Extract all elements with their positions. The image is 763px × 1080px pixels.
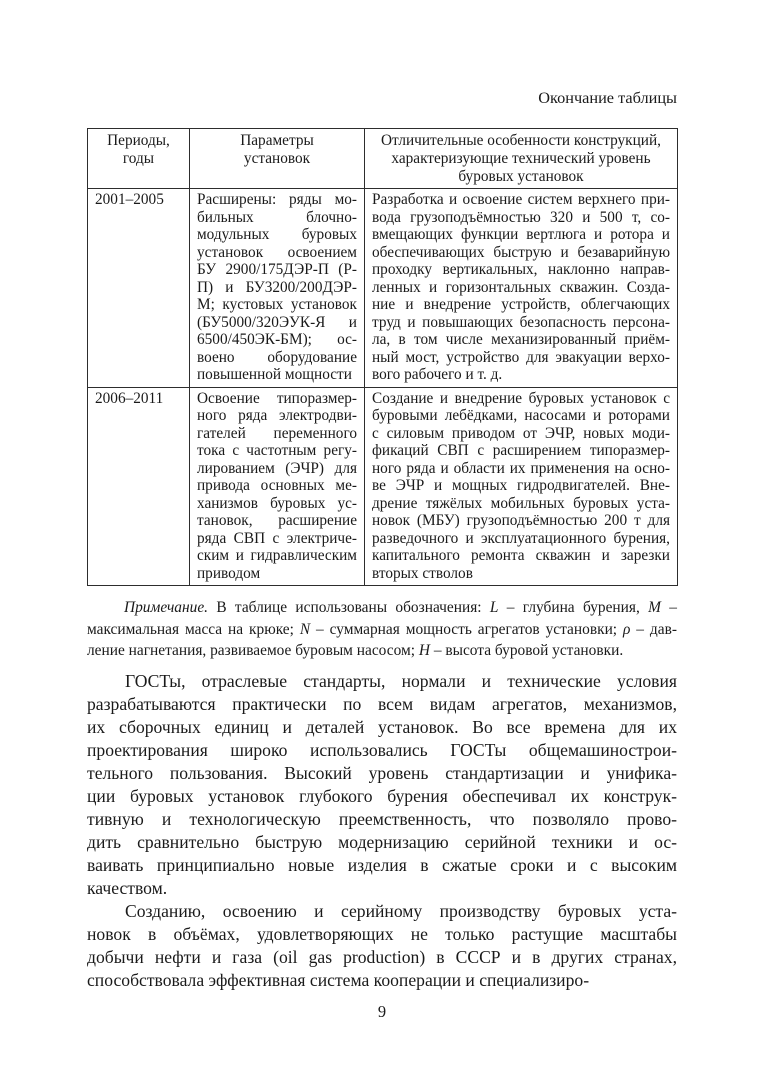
text-line: Создание и внедрение буровых установок с <box>372 389 670 407</box>
text-line: тивную и технологическую преемственность, что позволяло прово- <box>87 808 677 829</box>
text-line: БУ 2900/175ДЭР-П (Р- <box>197 261 357 279</box>
text-line: характеризующие технический уровень <box>391 149 651 167</box>
text-line: ГОСТы, отраслевые стандарты, нормали и технические условия <box>125 670 677 691</box>
text-line: вмещающих функции вертлюга и ротора и <box>372 226 670 244</box>
table-row <box>88 189 678 388</box>
drilling-rigs-table <box>87 128 678 586</box>
text-line: привода основных ме- <box>197 477 357 495</box>
text-line: гателей переменного <box>197 424 357 442</box>
text-line: воено оборудование <box>197 348 357 366</box>
text-line: максимальная масса на крюке; N – суммарная мощность агрегатов установки; ρ – дав- <box>87 620 677 638</box>
text-line: ции буровых установок глубокого бурения обеспечивал их конструк- <box>87 785 677 806</box>
text-line: ный мост, устройство для эвакуации верхо- <box>372 348 670 366</box>
text-line: тока с частотным регу- <box>197 442 357 460</box>
text-line: ла, в том числе механизированный приём- <box>372 331 670 349</box>
text-line: ваивать принципиально новые изделия в сжатые сроки и с высоким <box>87 854 677 875</box>
text-line: проектирования широко использовались ГОСТы общемашинострои- <box>87 739 677 760</box>
table-row <box>88 387 678 586</box>
table-continuation-caption: Окончание таблицы <box>538 88 677 107</box>
text-line: вода грузоподъёмностью 320 и 500 т, со- <box>372 208 670 226</box>
text-line: Расширены: ряды мо- <box>197 191 357 209</box>
text-line: ление нагнетания, развиваемое буровым насосом; H – высота буровой установки. <box>87 642 624 660</box>
text-line: ного ряда электродви- <box>197 407 357 425</box>
cell-period-2006-2011: 2006–2011 <box>88 387 190 586</box>
text-line: М; кустовых установок <box>197 296 357 314</box>
text-line: Освоение типоразмер- <box>197 389 357 407</box>
text-line: модульных буровых <box>197 226 357 244</box>
text-line: труд и повышающих безопасность персона- <box>372 313 670 331</box>
text-line: Отличительные особенности конструкций, <box>381 132 661 149</box>
text-line: разведочного и эксплуатационного бурения, <box>372 529 670 547</box>
text-line: лированием (ЭЧР) для <box>197 459 357 477</box>
text-line: ве ЭЧР и мощных гидродвигателей. Вне- <box>372 477 670 495</box>
text-line: дрение тяжёлых мобильных буровых уста- <box>372 494 670 512</box>
page-content <box>87 0 677 1022</box>
text-line: установок освоением <box>197 243 357 261</box>
text-line: тельного пользования. Высокий уровень стандартизации и унифика- <box>87 762 677 783</box>
text-line: тановок, расширение <box>197 512 357 530</box>
text-line: разрабатываются практически по всем видам агрегатов, механизмов, <box>87 693 677 714</box>
body-paragraph <box>87 900 677 992</box>
text-line: фикаций СВП с расширением типоразмер- <box>372 442 670 460</box>
text-line: их сборочных единиц и деталей установок. Во все времена для их <box>87 716 677 737</box>
text-line: Примечание. В таблице использованы обозначения: L – глубина бурения, М – <box>124 599 678 617</box>
cell-features-2001-2005 <box>365 189 678 388</box>
text-line: ским и гидравлическим <box>197 547 357 565</box>
header-cell-parameters <box>190 129 365 189</box>
text-line: добычи нефти и газа (oil gas production) в СССР и в других странах, <box>87 946 677 967</box>
text-line: годы <box>122 149 155 167</box>
text-line: ного ряда и области их применения на осно- <box>372 459 670 477</box>
text-line: новок в объёмах, удовлетворяющих не только растущие масштабы <box>87 923 677 944</box>
text-line: вого рабочего и т. д. <box>372 366 503 384</box>
body-paragraph <box>87 670 677 900</box>
text-line: Созданию, освоению и серийному производству буровых уста- <box>125 900 677 921</box>
cell-parameters-2006-2011 <box>190 387 365 586</box>
text-line: буровых установок <box>458 167 584 185</box>
text-line: 6500/450ЭК-БМ); ос- <box>197 331 357 349</box>
text-line: повышенной мощности <box>197 366 352 384</box>
header-cell-features <box>365 129 678 189</box>
cell-features-2006-2011 <box>365 387 678 586</box>
body-text <box>87 670 677 992</box>
text-line: (БУ5000/320ЭУК-Я и <box>197 313 357 331</box>
text-line: ханизмов буровых ус- <box>197 494 357 512</box>
table-note <box>87 597 677 662</box>
cell-parameters-2001-2005 <box>190 189 365 388</box>
cell-period-2001-2005: 2001–2005 <box>88 189 190 388</box>
text-line: вторых стволов <box>372 564 473 582</box>
text-line: способствовала эффективная система кооперации и специализиро- <box>87 969 590 990</box>
text-line: обеспечивающих быструю и безаварийную <box>372 243 670 261</box>
table-header-row <box>88 129 678 189</box>
text-line: качеством. <box>87 877 168 898</box>
text-line: ленных и горизонтальных скважин. Созда- <box>372 278 670 296</box>
text-line: П) и БУ3200/200ДЭР- <box>197 278 357 296</box>
text-line: капитального ремонта скважин и зарезки <box>372 547 670 565</box>
page-number: 9 <box>377 1001 387 1021</box>
text-line: проходку вертикальных, наклонно направ- <box>372 261 670 279</box>
text-line: Периоды, <box>107 132 170 149</box>
text-line: буровыми лебёдками, насосами и роторами <box>372 407 670 425</box>
header-cell-periods <box>88 129 190 189</box>
text-line: Разработка и освоение систем верхнего при- <box>372 191 670 209</box>
text-line: с силовым приводом от ЭЧР, новых моди- <box>372 424 670 442</box>
text-line: бильных блочно- <box>197 208 357 226</box>
text-line: приводом <box>197 564 261 582</box>
text-line: ние и внедрение устройств, облегчающих <box>372 296 670 314</box>
text-line: новок (МБУ) грузоподъёмностью 200 т для <box>372 512 670 530</box>
text-line: дить сравнительно быструю модернизацию серийной техники и ос- <box>87 831 677 852</box>
text-line: ряда СВП с электриче- <box>197 529 357 547</box>
text-line: установок <box>243 149 311 167</box>
text-line: Параметры <box>240 132 314 149</box>
